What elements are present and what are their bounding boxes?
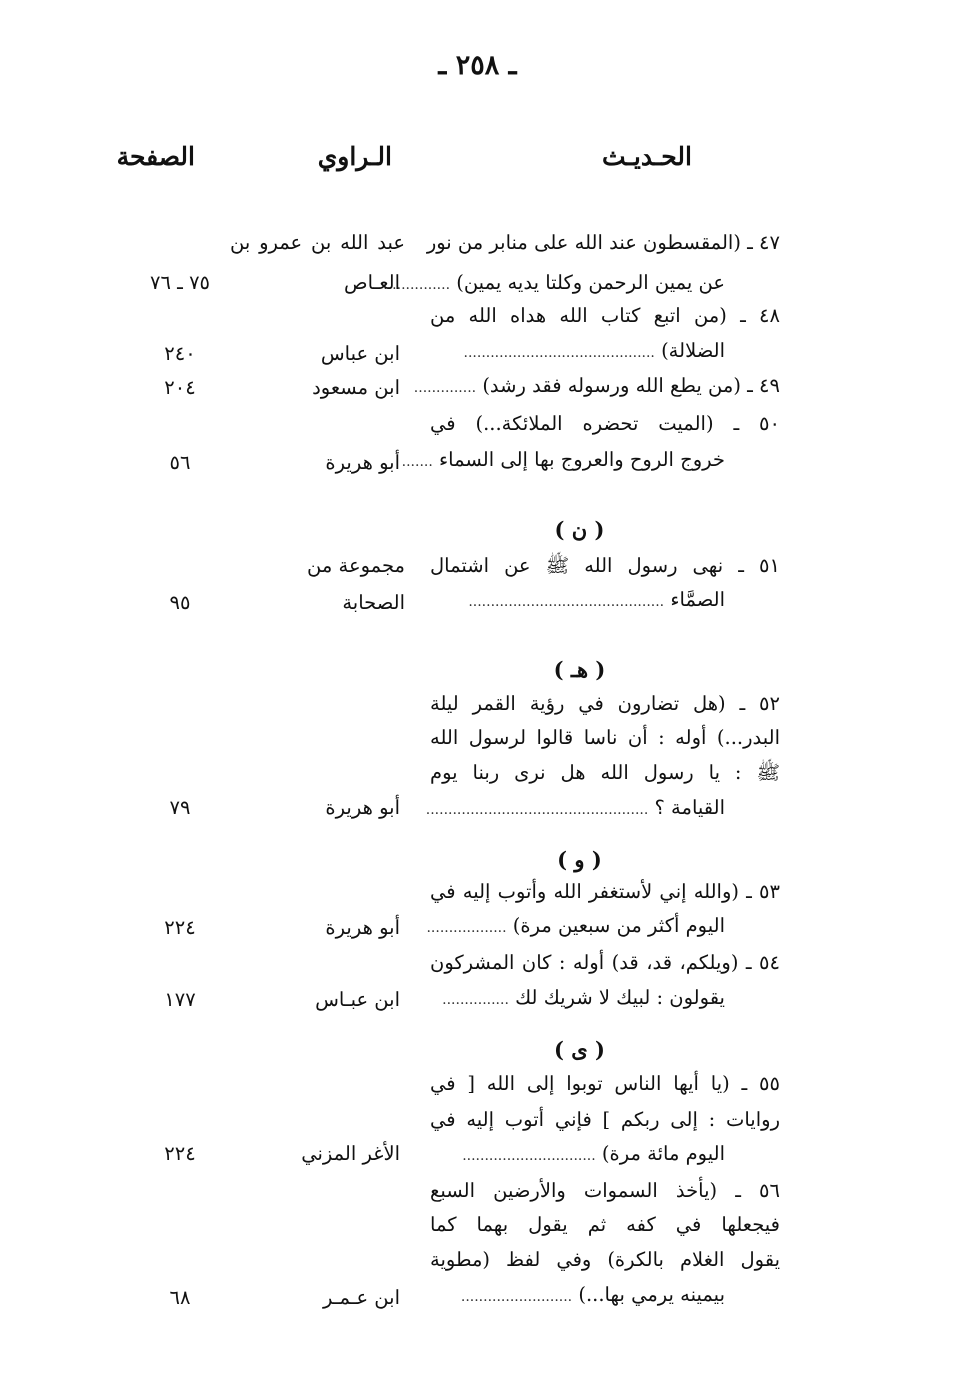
rawi-line: ابن عبـاس: [315, 988, 400, 1011]
rawi-line: عبد الله بن عمرو بن: [230, 231, 405, 254]
page-number: ـ ٢٥٨ ـ: [438, 50, 517, 81]
dot-leader: ...........................................: [463, 345, 655, 361]
rawi-line: أبو هريرة: [325, 916, 400, 939]
hadith-line: البدر...) أوله : أن ناسا قالوا لرسول الله: [430, 726, 780, 749]
hadith-line: ٥٣ ـ (والله إني لأستغفر الله وأتوب إليه في: [430, 880, 780, 903]
hadith-text: عن يمين الرحمن وكلتا يديه يمين): [456, 271, 725, 294]
rawi-line: ابن عباس: [320, 342, 400, 365]
rawi-line: الأغر المزني: [301, 1142, 400, 1165]
dot-leader: ..................................................: [425, 802, 649, 818]
hadith-line: ٥٠ ـ (الميت تحضره الملائكة...) في: [430, 412, 780, 435]
hadith-line: ٥٦ ـ (يأخذ السموات والأرضين السبع: [430, 1179, 780, 1202]
rawi-line: ابن عـمـر: [323, 1286, 400, 1309]
dot-leader: ...............: [383, 277, 451, 293]
hadith-line: ٥١ ـ نهى رسول الله ﷺ عن اشتمال: [430, 554, 780, 577]
hadith-text: القيامة ؟: [654, 796, 725, 819]
hadith-text: خروج الروح والعروج بها إلى السماء: [439, 448, 725, 471]
hadith-text: اليوم مائة مرة): [601, 1142, 725, 1165]
hadith-line: [401, 442, 725, 478]
hadith-line: روايات : إلى ربكم ] فإني أتوب إليه في: [430, 1108, 780, 1131]
section-letter-text: ( ى ): [554, 1037, 605, 1062]
hadith-line: [425, 1136, 725, 1172]
hadith-line: [425, 908, 725, 944]
rawi-line: العـاص: [344, 271, 400, 294]
hadith-line: [425, 582, 725, 618]
hadith-line: يقول الغلام بالكرة) وفي لفظ (مطوية: [430, 1248, 780, 1271]
hadith-line: ٥٢ ـ (هل تضارون في رؤية القمر ليلة: [430, 692, 780, 715]
rawi-line: أبو هريرة: [325, 796, 400, 819]
dot-leader: .........................: [460, 1289, 573, 1305]
hadith-text: اليوم أكثر من سبعين مرة): [512, 914, 725, 937]
rawi-line: مجموعة من: [307, 554, 405, 577]
column-header-page: الصفحة: [116, 142, 195, 171]
page-ref: ٢٠٤: [164, 376, 196, 399]
page-ref: ٢٤٠: [164, 342, 196, 365]
page-ref: ١٧٧: [164, 988, 196, 1011]
section-letter-nun: [0, 512, 955, 548]
hadith-text: يقولون : لبيك لا شريك لك: [515, 986, 725, 1009]
hadith-line: [425, 980, 725, 1016]
hadith-line: [425, 790, 725, 826]
dot-leader: ..............: [413, 380, 477, 396]
hadith-text: الضلالة): [661, 339, 725, 362]
hadith-line: [425, 1277, 725, 1313]
page-ref: ٧٥ ـ ٧٦: [149, 271, 211, 294]
column-header-rawi: الـراوي: [317, 142, 392, 171]
dot-leader: ............................................: [468, 594, 665, 610]
section-letter-waw: [0, 842, 955, 878]
dot-leader: ..............................: [462, 1148, 596, 1164]
hadith-line: [383, 265, 725, 301]
section-letter-ya: [0, 1032, 955, 1068]
hadith-text: ٤٩ ـ (من يطع الله ورسوله فقد رشد): [482, 374, 780, 397]
hadith-line: [414, 368, 780, 404]
section-letter-text: ( هـ ): [553, 657, 606, 682]
page-ref: ٢٢٤: [164, 916, 196, 939]
hadith-line: ﷺ : يا رسول الله هل نرى ربنا يوم: [430, 761, 780, 784]
page-ref: ٦٨: [169, 1286, 191, 1309]
hadith-text: الصمَّاء: [670, 588, 725, 611]
hadith-line: ٥٥ ـ (يا أيها الناس توبوا إلى الله [ في: [430, 1072, 780, 1095]
dot-leader: ..................: [426, 920, 507, 936]
dot-leader: ...............: [442, 992, 509, 1008]
hadith-text: بيمينه يرمي بها...): [578, 1283, 725, 1306]
page-ref: ٢٢٤: [164, 1142, 196, 1165]
page-ref: ٧٩: [169, 796, 191, 819]
page-ref: ٥٦: [169, 451, 191, 474]
rawi-line: أبو هريرة: [325, 451, 400, 474]
section-letter-ha: [0, 652, 955, 688]
hadith-line: [425, 333, 725, 369]
dot-leader: .......: [401, 454, 433, 470]
section-letter-text: ( ن ): [554, 517, 605, 542]
hadith-line: فيجعلها في كفه ثم يقول بهما كما: [430, 1213, 780, 1236]
page-ref: ٩٥: [169, 591, 191, 614]
column-header-hadith: الحـديـث: [602, 142, 692, 171]
hadith-line: ٤٧ ـ (المقسطون عند الله على منابر من نور: [426, 231, 780, 254]
hadith-line: ٥٤ ـ (ويلكم، قد، قد) أوله : كان المشركون: [430, 951, 780, 974]
rawi-line: الصحابة: [342, 591, 405, 614]
section-letter-text: ( و ): [557, 847, 602, 872]
hadith-line: ٤٨ ـ (من اتبع كتاب الله هداه الله من: [430, 304, 780, 327]
rawi-line: ابن مسعود: [312, 376, 400, 399]
